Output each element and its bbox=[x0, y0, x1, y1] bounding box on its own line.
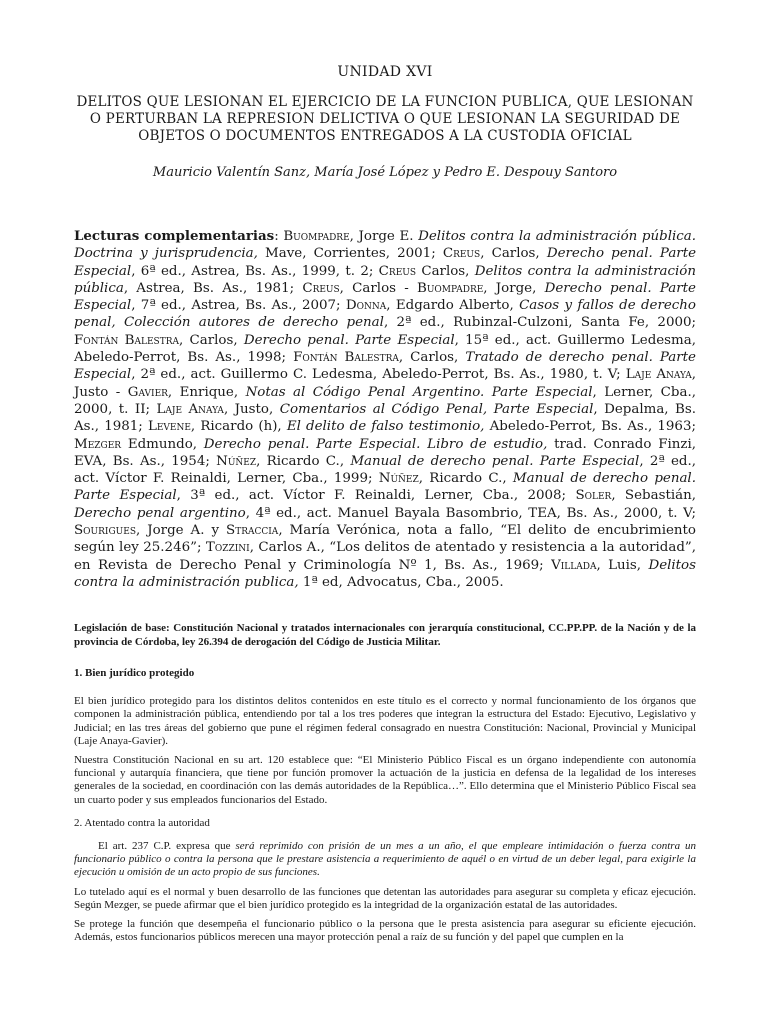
complementary-readings bbox=[74, 228, 696, 591]
citation-text: , Ricardo C., bbox=[418, 471, 513, 487]
citation-text: , Carlos A., “Los delitos de atentado y resistencia a la autoridad”, en Revista de Derecho Penal y Criminología Nº 1, Bs. As., 1969; bbox=[74, 540, 696, 573]
author-name: Núñez bbox=[378, 471, 419, 487]
citation-text: , Sebastián, bbox=[611, 488, 696, 504]
author-name: Núñez bbox=[216, 453, 257, 469]
citation-text: , 2ª ed., Rubinzal-Culzoni, Santa Fe, 2000; bbox=[383, 315, 697, 331]
citation-text: , 3ª ed., act. Víctor F. Reinaldi, Lerner, Cba., 2008; bbox=[176, 488, 576, 504]
citation-text: , Ricardo C., bbox=[256, 453, 351, 469]
citation-text: , Jorge, bbox=[483, 280, 545, 296]
unit-heading: UNIDAD XVI bbox=[337, 64, 433, 80]
paragraph-funcion: Se protege la función que desempeña el funcionario público o la persona que le presta asistencia para asegurar su eficiente ejecución. Además, estos funcionarios públicos merecen una mayor protección penal a raíz de su función y del papel que cumplen en la bbox=[74, 918, 696, 944]
author-name: Soler bbox=[575, 488, 612, 504]
author-name: Donna bbox=[345, 298, 387, 314]
citation-text: , Enrique, bbox=[167, 384, 246, 400]
citation-text: Carlos, bbox=[416, 263, 475, 279]
author-name: Villada bbox=[551, 557, 597, 573]
readings-list bbox=[74, 229, 696, 590]
citation-text: , Carlos, bbox=[480, 246, 547, 262]
paragraph-bien-juridico: El bien jurídico protegido para los distintos delitos contenidos en este título es el correcto y normal funcionamiento de los órganos que componen la administración pública, entendiendo por tal a los tres poderes que integran la estructura del Estado: Ejecutivo, Legislativo y Judicial; en las tres áreas del gobierno que pune el régimen federal consagrado en nuestra Constitución: Nacional, Provincial y Municipal (Laje Anaya-Gavier). bbox=[74, 695, 696, 747]
author-name: Straccia bbox=[226, 523, 279, 539]
citation-text: , Justo - bbox=[74, 367, 697, 400]
paragraph-art-237 bbox=[74, 840, 696, 880]
authors-line: Mauricio Valentín Sanz, María José López y Pedro E. Despouy Santoro bbox=[152, 165, 618, 180]
paragraph-tutelado: Lo tutelado aquí es el normal y buen desarrollo de las funciones que detentan las autoridades para asegurar su completa y eficaz ejecución. Según Mezger, se puede afirmar que el bien jurídico protegido es la integridad de la organización estatal de las autoridades. bbox=[74, 885, 696, 911]
citation-text: , 2ª ed., act. Guillermo C. Ledesma, Abeledo-Perrot, Bs. As., 1980, t. V; bbox=[131, 367, 626, 383]
citation-text: 1ª ed, Advocatus, Cba., 2005. bbox=[298, 574, 504, 590]
citation-text: , Edgardo Alberto, bbox=[386, 298, 520, 314]
author-name: Buompadre bbox=[416, 280, 484, 296]
readings-label: Lecturas complementarias bbox=[74, 228, 275, 244]
work-title: Manual de derecho penal. Parte Especial bbox=[350, 453, 640, 469]
work-title: Delitos contra la administración publica, bbox=[74, 557, 696, 590]
author-name: Gavier bbox=[127, 384, 168, 400]
citation-text: , 15ª ed., act. Guillermo Ledesma, Abeledo-Perrot, Bs. As., 1998; bbox=[74, 332, 696, 366]
author-name: Laje Anaya bbox=[625, 367, 692, 383]
citation-text: , Depalma, Bs. As., 1981; bbox=[74, 401, 696, 435]
work-title: Derecho penal. Parte Especial bbox=[74, 280, 696, 314]
work-title: Derecho penal. Parte Especial bbox=[74, 246, 697, 279]
work-title: Derecho penal argentino bbox=[74, 505, 246, 521]
citation-text: , María Verónica, nota a fallo, “El delito de encubrimiento según ley 25.246”; bbox=[74, 523, 696, 556]
citation-text: , 4ª ed., act. Manuel Bayala Basombrio, TEA, Bs. As., 2000, t. V; bbox=[245, 505, 696, 521]
work-title: Notas al Código Penal Argentino. Parte Especial bbox=[245, 384, 593, 400]
citation-text: , 2ª ed., act. Víctor F. Reinaldi, Lerner, Cba., 1999; bbox=[74, 453, 696, 487]
citation-text: , Lerner, Cba., 2000, t. II; bbox=[74, 384, 696, 417]
citation-text: Edmundo, bbox=[121, 436, 204, 452]
citation-text: , Jorge E. bbox=[349, 229, 419, 244]
author-name: Creus bbox=[302, 280, 340, 296]
author-name: Tozzini bbox=[205, 540, 250, 556]
author-name: Sourigues bbox=[74, 523, 136, 539]
citation-text: , Astrea, Bs. As., 1981; bbox=[123, 280, 303, 296]
work-title: Manual de derecho penal. Parte Especial bbox=[74, 471, 696, 504]
author-name: Levene bbox=[147, 419, 191, 435]
author-name: Buompadre bbox=[283, 229, 350, 244]
work-title: Comentarios al Código Penal, Parte Especial bbox=[279, 401, 594, 417]
citation-text: , Carlos, bbox=[179, 332, 244, 348]
work-title: Tratado de derecho penal. Parte Especial bbox=[74, 350, 696, 383]
citation-text: , Carlos, bbox=[398, 350, 466, 366]
work-title: El delito de falso testimonio, bbox=[286, 419, 485, 435]
work-title: Delitos contra la administración pública bbox=[74, 263, 696, 296]
citation-text: , Carlos - bbox=[339, 280, 417, 296]
citation-text: , Justo, bbox=[223, 401, 280, 417]
paragraph-constitucion: Nuestra Constitución Nacional en su art. 120 establece que: “El Ministerio Público Fiscal es un órgano independiente con autonomía funcional y autarquía financiera, que tiene por función promover la actuación de la justicia en defensa de la legalidad de los intereses generales de la sociedad, en coordinación con las demás autoridades de la República…”. Ello determina que el Ministerio Público Fiscal sea un cuarto poder y sus empleados funcionarios del Estado. bbox=[74, 754, 696, 806]
work-title: Derecho penal. Parte Especial. Libro de estudio, bbox=[203, 436, 548, 452]
citation-text: , Jorge A. y bbox=[135, 523, 227, 539]
author-name: Creus bbox=[378, 263, 417, 279]
legal-basis: Legislación de base: Constitución Nacional y tratados internacionales con jerarquía constitucional, CC.PP.PP. de la Nación y de la provincia de Córdoba, ley 26.394 de derogación del Código de Justicia Militar. bbox=[74, 622, 696, 649]
author-name: Fontán Balestra bbox=[293, 350, 399, 366]
citation-text: : bbox=[274, 229, 284, 244]
citation-text: , 6ª ed., Astrea, Bs. As., 1999, t. 2; bbox=[131, 263, 379, 279]
section-heading-atentado: 2. Atentado contra la autoridad bbox=[74, 816, 210, 829]
work-title: Derecho penal. Parte Especial bbox=[243, 332, 455, 348]
author-name: Mezger bbox=[74, 436, 122, 452]
citation-text: , Ricardo (h), bbox=[190, 419, 287, 435]
author-name: Fontán Balestra bbox=[74, 332, 179, 348]
art-237-quote: será reprimido con prisión de un mes a un año, el que empleare intimidación o fuerza contra un funcionario público o contra la persona que le prestare asistencia a requerimiento de aquél o en virtud de un deber legal, para exigirle la ejecución u omisión de un acto propio de sus funciones. bbox=[74, 840, 697, 879]
citation-text: trad. Conrado Finzi, EVA, Bs. As., 1954; bbox=[74, 436, 696, 469]
chapter-title: DELITOS QUE LESIONAN EL EJERCICIO DE LA FUNCION PUBLICA, QUE LESIONAN O PERTURBAN LA REPRESION DELICTIVA O QUE LESIONAN LA SEGURIDAD DE OBJETOS O DOCUMENTOS ENTREGADOS A LA CUSTODIA OFICIAL bbox=[76, 94, 694, 144]
citation-text: , Luis, bbox=[596, 557, 649, 573]
citation-text: Mave, Corrientes, 2001; bbox=[257, 246, 443, 262]
art-237-lead: El art. 237 C.P. expresa que bbox=[98, 840, 236, 853]
author-name: Creus bbox=[442, 246, 481, 262]
author-name: Laje Anaya bbox=[156, 401, 224, 417]
citation-text: Abeledo-Perrot, Bs. As., 1963; bbox=[484, 419, 696, 435]
citation-text: , 7ª ed., Astrea, Bs. As., 2007; bbox=[131, 298, 346, 314]
work-title: Delitos contra la administración pública. Doctrina y jurisprudencia, bbox=[74, 229, 696, 262]
section-heading-bien-juridico: 1. Bien jurídico protegido bbox=[74, 667, 195, 680]
work-title: Casos y fallos de derecho penal, Colección autores de derecho penal bbox=[74, 298, 696, 331]
